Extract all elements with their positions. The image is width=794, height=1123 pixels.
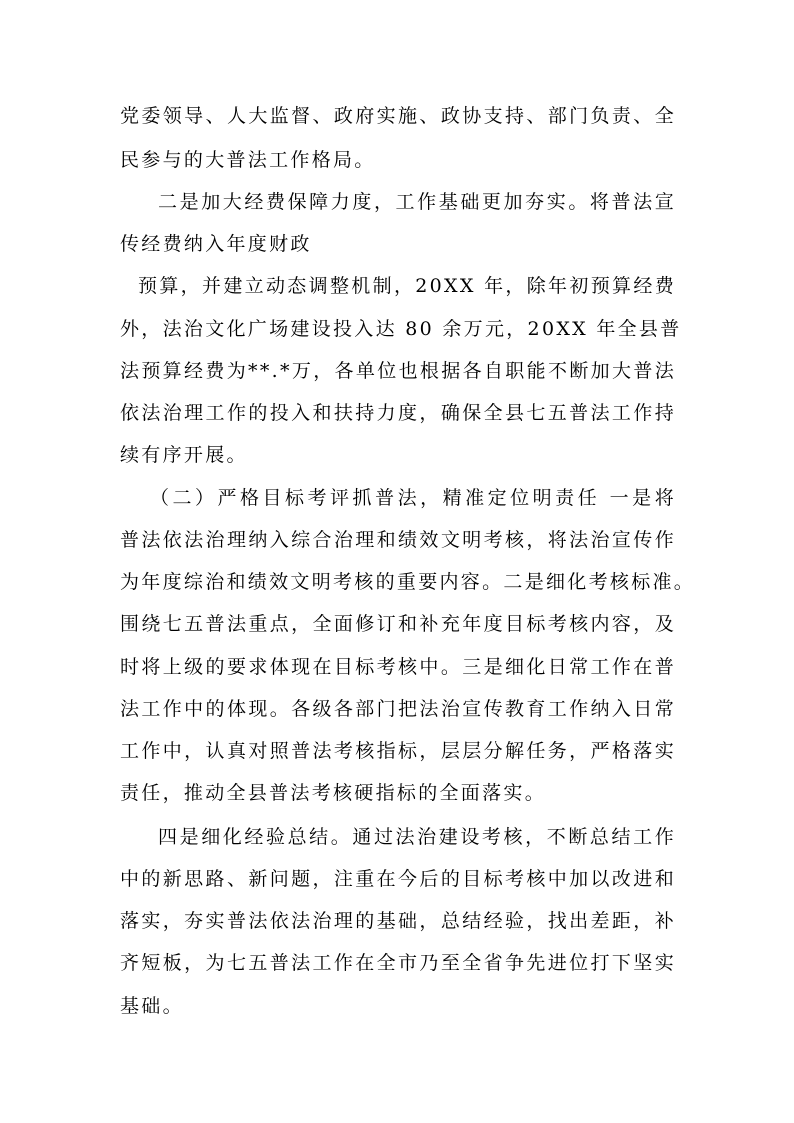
text-line: 普法依法治理纳入综合治理和绩效文明考核，将法治宣传作 xyxy=(120,529,676,551)
text-line: 责任，推动全县普法考核硬指标的全面落实。 xyxy=(120,782,547,804)
text-line: 四是细化经验总结。通过法治建设考核，不断总结工作 xyxy=(158,826,676,848)
text-line: 预算，并建立动态调整机制，20XX 年，除年初预算经费 xyxy=(138,275,676,297)
text-line: 中的新思路、新问题，注重在今后的目标考核中加以改进和 xyxy=(120,868,676,890)
text-line: 法预算经费为**.*万，各单位也根据各自职能不断加大普法 xyxy=(120,360,676,382)
text-line: 二是加大经费保障力度，工作基础更加夯实。将普法宣 xyxy=(158,191,676,213)
text-line: 依法治理工作的投入和扶持力度，确保全县七五普法工作持 xyxy=(120,402,676,424)
text-line: 围绕七五普法重点，全面修订和补充年度目标考核内容，及 xyxy=(120,613,676,635)
text-line: 传经费纳入年度财政 xyxy=(120,233,312,255)
text-line: 法工作中的体现。各级各部门把法治宣传教育工作纳入日常 xyxy=(120,698,676,720)
text-line: 落实，夯实普法依法治理的基础，总结经验，找出差距，补 xyxy=(120,910,676,932)
text-line: 党委领导、人大监督、政府实施、政协支持、部门负责、全 xyxy=(120,105,676,127)
text-line: 齐短板，为七五普法工作在全市乃至全省争先进位打下坚实 xyxy=(120,952,676,974)
text-line: （二）严格目标考评抓普法，精准定位明责任 一是将 xyxy=(150,487,676,509)
text-line: 外，法治文化广场建设投入达 80 余万元，20XX 年全县普 xyxy=(120,318,682,340)
text-line: 续有序开展。 xyxy=(120,444,248,466)
text-line: 工作中，认真对照普法考核指标，层层分解任务，严格落实 xyxy=(120,740,676,762)
text-line: 民参与的大普法工作格局。 xyxy=(120,149,376,171)
text-line: 时将上级的要求体现在目标考核中。三是细化日常工作在普 xyxy=(120,656,676,678)
text-line: 基础。 xyxy=(120,995,184,1017)
text-line: 为年度综治和绩效文明考核的重要内容。二是细化考核标准。 xyxy=(120,571,696,593)
